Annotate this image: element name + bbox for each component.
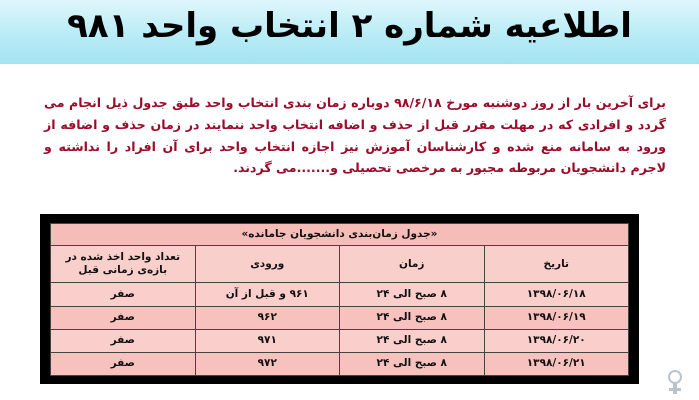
cell-units: صفر (51, 352, 196, 375)
cell-time: ۸ صبح الی ۲۴ (340, 329, 485, 352)
table-row (51, 306, 629, 329)
schedule-table (50, 223, 629, 376)
announcement-text: برای آخرین بار از روز دوشنبه مورخ ۹۸/۶/۱۸ دوباره زمان بندی انتخاب واحد طبق جدول ذیل انجام می گردد و افرادی که در مهلت مقرر قبل از حذف و اضافه انتخاب واحد ننمایند در زمان حذف و اضافه از ورود به سامانه منع شده و کارشناسان آموزش نیز اجازه انتخاب واحد برای آن افراد را نداشته و لاجرم دانشجویان مربوطه مجبور به مرخصی تحصیلی و.......می گردند. (44, 95, 666, 176)
header-date: تاریخ (484, 246, 629, 283)
cell-units: صفر (51, 283, 196, 306)
table-caption: «جدول زمان‌بندی دانشجویان جامانده» (51, 224, 629, 246)
cell-entry: ۹۷۲ (195, 352, 340, 375)
header-time: زمان (340, 246, 485, 283)
cell-entry: ۹۶۱ و قبل از آن (195, 283, 340, 306)
cell-date: ۱۳۹۸/۰۶/۱۹ (484, 306, 629, 329)
cell-units: صفر (51, 329, 196, 352)
header-units: تعداد واحد اخذ شده در بازه‌ی زمانی قبل (51, 246, 196, 283)
table-row (51, 352, 629, 375)
cell-entry: ۹۶۲ (195, 306, 340, 329)
table-row (51, 329, 629, 352)
cell-time: ۸ صبح الی ۲۴ (340, 306, 485, 329)
table-row (51, 283, 629, 306)
schedule-table-frame (40, 214, 639, 384)
cell-units: صفر (51, 306, 196, 329)
cell-date: ۱۳۹۸/۰۶/۲۰ (484, 329, 629, 352)
watermark-logo-icon (664, 370, 686, 396)
header-entry: ورودی (195, 246, 340, 283)
cell-entry: ۹۷۱ (195, 329, 340, 352)
cell-time: ۸ صبح الی ۲۴ (340, 283, 485, 306)
page-title: اطلاعیه شماره ۲ انتخاب واحد ۹۸۱ (67, 6, 632, 46)
cell-date: ۱۳۹۸/۰۶/۱۸ (484, 283, 629, 306)
cell-time: ۸ صبح الی ۲۴ (340, 352, 485, 375)
cell-date: ۱۳۹۸/۰۶/۲۱ (484, 352, 629, 375)
